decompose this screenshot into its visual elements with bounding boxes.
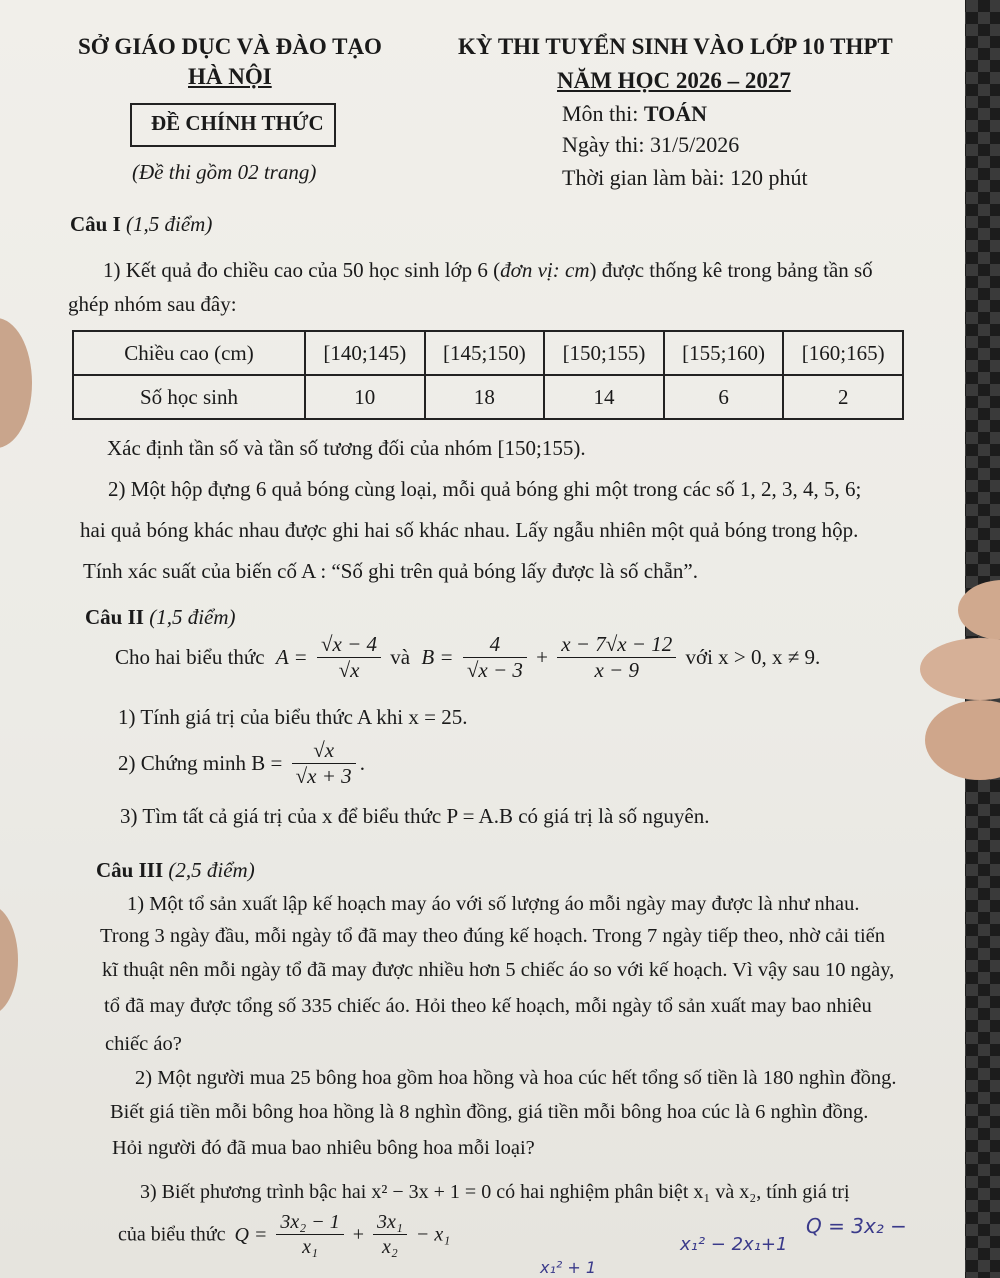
- q3-part2-line1: 2) Một người mua 25 bông hoa gồm hoa hồng và hoa cúc hết tổng số tiền là 180 nghìn đồng.: [135, 1067, 897, 1089]
- q2-heading: [85, 605, 236, 630]
- table-row: [73, 375, 903, 419]
- q3-part1-line2: Trong 3 ngày đầu, mỗi ngày tổ đã may theo đúng kế hoạch. Trong 7 ngày tiếp theo, nhờ cải tiến: [100, 925, 885, 947]
- expr-Q-tail: − x₁: [415, 1223, 451, 1246]
- table-cell-count: 14: [544, 375, 664, 419]
- q2-sub2-text: 2) Chứng minh B =: [118, 751, 283, 775]
- q3-title: Câu III: [96, 858, 164, 882]
- table-cell-group: [155;160): [664, 331, 784, 375]
- q2-intro: Cho hai biểu thức: [115, 645, 265, 669]
- q2-title: Câu II: [85, 605, 144, 629]
- table-cell-group: [145;150): [425, 331, 545, 375]
- q1-title: Câu I: [70, 212, 121, 236]
- table-cell-count: 6: [664, 375, 784, 419]
- table-cell-group: [160;165): [783, 331, 903, 375]
- expr-B-fraction2: [557, 634, 676, 681]
- expr-B-label: B =: [421, 645, 454, 669]
- q2-sub3: 3) Tìm tất cả giá trị của x để biểu thức P = A.B có giá trị là số nguyên.: [120, 804, 710, 828]
- q2-sub1: 1) Tính giá trị của biểu thức A khi x = 25.: [118, 705, 468, 729]
- department-line1: SỞ GIÁO DỤC VÀ ĐÀO TẠO: [78, 34, 382, 59]
- expr-B-fraction1: [463, 634, 527, 681]
- handwritten-note: Q = 3x₂ −: [806, 1214, 907, 1238]
- q3-part2-line3: Hỏi người đó đã mua bao nhiêu bông hoa mỗi loại?: [112, 1137, 535, 1159]
- Q1-denominator: x₁: [302, 1236, 318, 1258]
- expr-Q-fraction1: [276, 1212, 343, 1257]
- pages-note: (Đề thi gồm 02 trang): [132, 160, 317, 184]
- table-cell-group: [150;155): [544, 331, 664, 375]
- expr-A-denominator: √x: [338, 658, 360, 682]
- q2-points: (1,5 điểm): [149, 605, 236, 629]
- expr-A-fraction: [317, 634, 381, 681]
- table-cell-count: 10: [305, 375, 425, 419]
- department-line2: HÀ NỘI: [188, 64, 272, 89]
- official-label: ĐỀ CHÍNH THỨC: [151, 111, 324, 135]
- handwritten-note: x₁² + 1: [540, 1258, 597, 1277]
- q1-heading: [70, 212, 212, 237]
- table-cell-count: 2: [783, 375, 903, 419]
- q1-part1-task: Xác định tần số và tần số tương đối của nhóm [150;155).: [107, 436, 586, 460]
- exam-date: Ngày thi: 31/5/2026: [562, 132, 740, 157]
- expr-plus: +: [536, 645, 548, 669]
- q3-part2-line2: Biết giá tiền mỗi bông hoa hồng là 8 nghìn đồng, giá tiền mỗi bông hoa cúc là 6 nghìn đồng.: [110, 1101, 869, 1123]
- q1-points: (1,5 điểm): [126, 212, 213, 236]
- q3-heading: [96, 858, 255, 883]
- subject-name: TOÁN: [643, 101, 708, 126]
- expr-Q-label: Q =: [234, 1223, 268, 1246]
- expr-A-label: A =: [275, 645, 308, 669]
- expr-Q-plus: +: [352, 1223, 365, 1246]
- expr-B2-numerator: x − 7√x − 12: [557, 634, 676, 658]
- Q2-numerator: 3x₁: [373, 1212, 407, 1235]
- table-header-count: Số học sinh: [73, 375, 305, 419]
- exam-duration: Thời gian làm bài: 120 phút: [562, 165, 808, 190]
- table-header-height: Chiều cao (cm): [73, 331, 305, 375]
- q1-part2-line1: 2) Một hộp đựng 6 quả bóng cùng loại, mỗi quả bóng ghi một trong các số 1, 2, 3, 4, 5, 6;: [108, 477, 862, 501]
- q3-part1-line4: tổ đã may được tổng số 335 chiếc áo. Hỏi theo kế hoạch, mỗi ngày tổ sản xuất may bao nhiêu: [104, 995, 872, 1017]
- q2-condition: với x > 0, x ≠ 9.: [685, 645, 821, 669]
- subject-line: [562, 101, 707, 127]
- table-cell-group: [140;145): [305, 331, 425, 375]
- q1-p1-text-a: 1) Kết quả đo chiều cao của 50 học sinh lớp 6 (: [103, 258, 501, 282]
- q3-p3-text: của biểu thức: [118, 1223, 226, 1246]
- school-year: NĂM HỌC 2026 – 2027: [557, 68, 791, 93]
- q3-part3-line2: [118, 1212, 450, 1257]
- proof-numerator: √x: [292, 740, 356, 764]
- q3-part1-line1: 1) Một tổ sản xuất lập kế hoạch may áo với số lượng áo mỗi ngày may được là như nhau.: [127, 893, 860, 915]
- frequency-table: [72, 330, 904, 420]
- q3-points: (2,5 điểm): [168, 858, 255, 882]
- q1-p1-text-b: ) được thống kê trong bảng tần số: [589, 258, 873, 282]
- q2-expressions: [115, 634, 820, 681]
- expr-Q-fraction2: [373, 1212, 407, 1257]
- q1-p1-unit: đơn vị: cm: [500, 258, 590, 282]
- q1-part1-line2: ghép nhóm sau đây:: [68, 292, 237, 316]
- q3-part1-line5: chiếc áo?: [105, 1033, 182, 1055]
- handwritten-note: x₁² − 2x₁+1: [680, 1234, 788, 1255]
- expr-A-numerator: √x − 4: [317, 634, 381, 658]
- q3-part3-line1: 3) Biết phương trình bậc hai x² − 3x + 1 = 0 có hai nghiệm phân biệt x₁ và x₂, tính giá trị: [140, 1181, 850, 1203]
- Q2-denominator: x₂: [382, 1236, 398, 1258]
- q1-part2-line3: Tính xác suất của biến cố A : “Số ghi trên quả bóng lấy được là số chẵn”.: [83, 559, 698, 583]
- q2-sub2: [118, 740, 365, 787]
- Q1-numerator: 3x₂ − 1: [276, 1212, 343, 1235]
- expr-B1-numerator: 4: [463, 634, 527, 658]
- table-row: [73, 331, 903, 375]
- q2-sub2-end: .: [359, 751, 365, 775]
- subject-label: Môn thi:: [562, 101, 644, 126]
- expr-B2-denominator: x − 9: [594, 658, 639, 682]
- proof-denominator: √x + 3: [295, 764, 352, 788]
- table-cell-count: 18: [425, 375, 545, 419]
- q1-part2-line2: hai quả bóng khác nhau được ghi hai số khác nhau. Lấy ngẫu nhiên một quả bóng trong hộp.: [80, 518, 859, 542]
- q1-part1-line1: [103, 258, 873, 283]
- q2-and: và: [390, 645, 411, 669]
- expr-proof-fraction: [292, 740, 356, 787]
- exam-title: KỲ THI TUYỂN SINH VÀO LỚP 10 THPT: [458, 34, 893, 59]
- q3-part1-line3: kĩ thuật nên mỗi ngày tổ đã may được nhiều hơn 5 chiếc áo so với kế hoạch. Vì vậy sau 10 ngày,: [102, 959, 895, 981]
- expr-B1-denominator: √x − 3: [466, 658, 523, 682]
